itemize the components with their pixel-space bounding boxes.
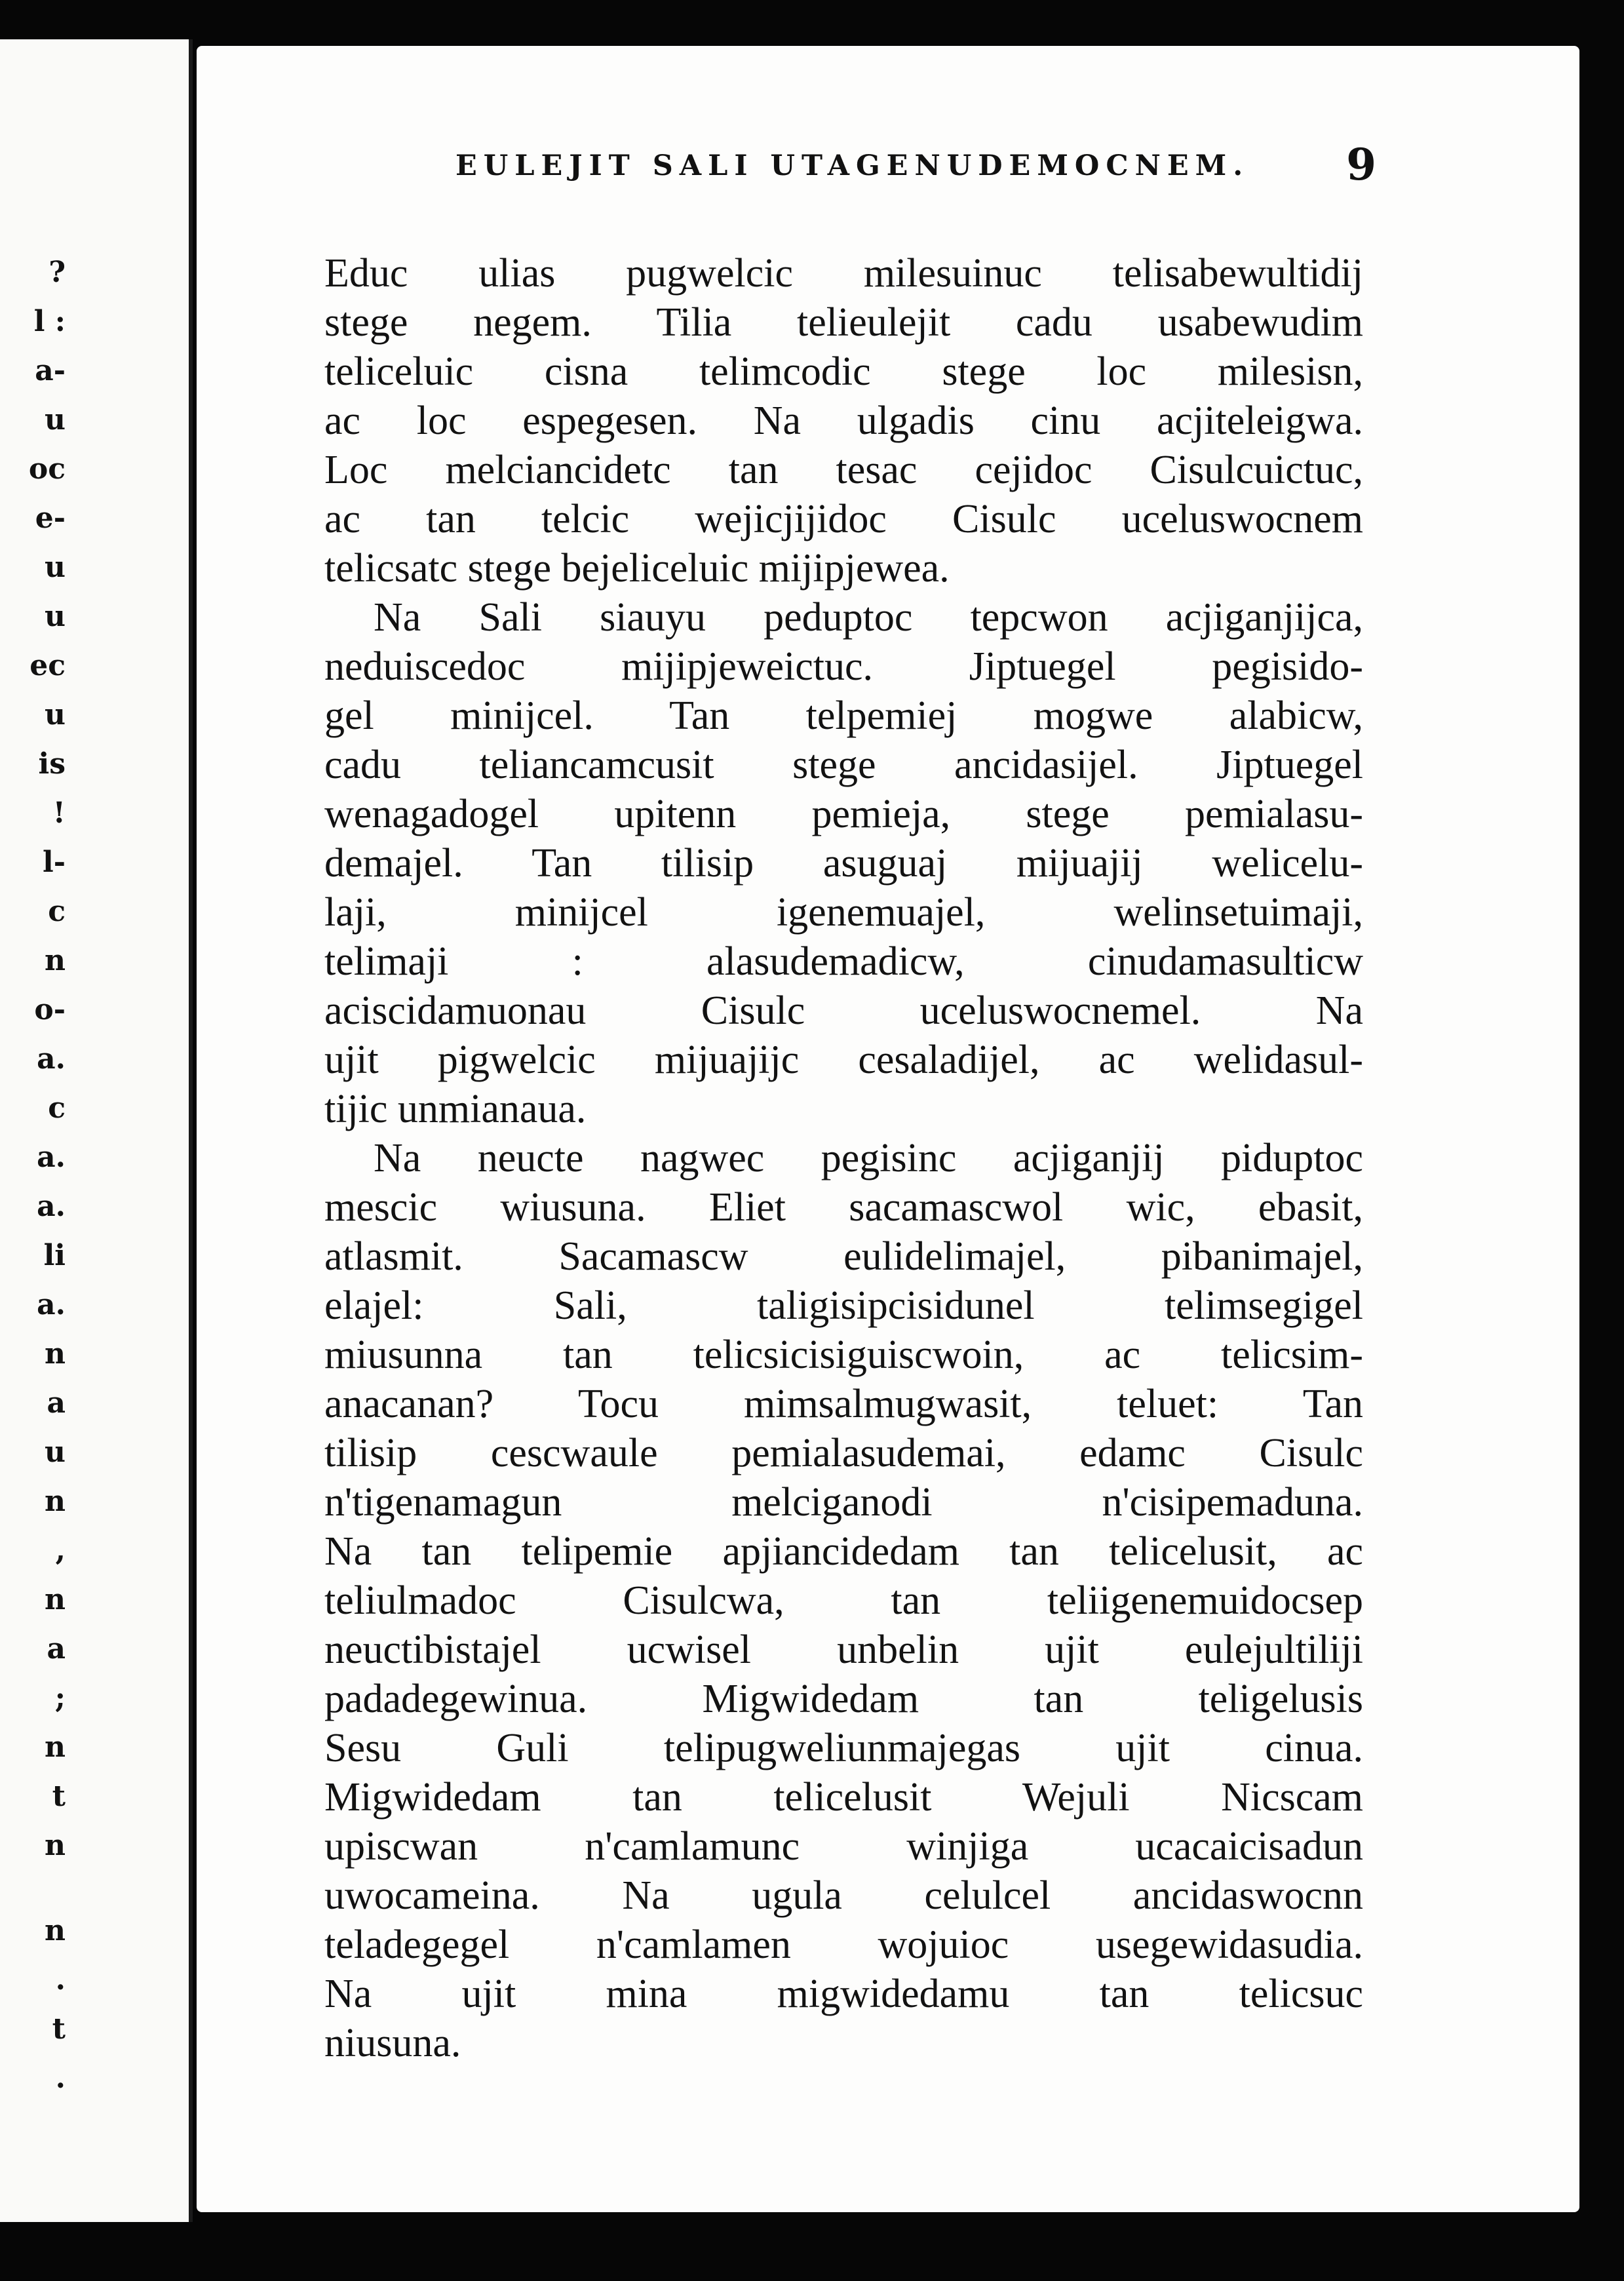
left-fragment: c (48, 1091, 66, 1125)
left-fragment: n (45, 1829, 66, 1862)
text-line: demajel. Tan tilisip asuguaj mijuajij welicelu- (324, 841, 1363, 886)
text-line: Sesu Guli telipugweliunmajegas ujit cinua. (324, 1726, 1363, 1770)
left-fragment: ? (48, 256, 66, 289)
text-line: Migwidedam tan telicelusit Wejuli Nicscam (324, 1775, 1363, 1820)
left-fragment: n (45, 1485, 66, 1518)
text-line: teladegegel n'camlamen wojuioc usegewidasudia. (324, 1922, 1363, 1967)
left-fragment: u (45, 600, 66, 633)
text-line: anacanan? Tocu mimsalmugwasit, teluet: Tan (324, 1382, 1363, 1426)
left-fragment: n (45, 1730, 66, 1764)
left-fragment: is (38, 747, 66, 781)
left-fragment: a. (37, 1190, 66, 1223)
text-line: Educ ulias pugwelcic milesuinuc telisabewultidij (324, 251, 1363, 296)
left-fragment: a (47, 1632, 66, 1666)
left-fragment: u (45, 551, 66, 584)
left-fragment: a- (35, 354, 66, 387)
text-line: Na Sali siauyu peduptoc tepcwon acjiganjijca, (374, 595, 1363, 640)
left-fragment: oc (28, 452, 66, 486)
left-fragment: u (45, 403, 66, 437)
left-fragment: li (43, 1239, 66, 1272)
page-header (259, 111, 1376, 190)
left-fragment: e- (35, 501, 66, 535)
text-line: niusuna. (324, 2021, 461, 2065)
text-line: neuctibistajel ucwisel unbelin ujit eulejultiliji (324, 1628, 1363, 1672)
left-fragment: n (45, 944, 66, 977)
left-fragment: u (45, 698, 66, 731)
paragraph-2 (324, 593, 1363, 1134)
text-line: miusunna tan telicsicisiguiscwoin, ac telicsim- (324, 1333, 1363, 1377)
running-head: EULEJIT SALI UTAGENUDEMOCNEM. (455, 149, 1250, 182)
left-fragment: o- (34, 993, 66, 1026)
left-fragment: . (55, 2061, 66, 2095)
text-line: cadu teliancamcusit stege ancidasijel. Jiptuegel (324, 743, 1363, 787)
text-line: Na neucte nagwec pegisinc acjiganjij piduptoc (374, 1136, 1363, 1180)
text-line: Na ujit mina migwidedamu tan telicsuc (324, 1972, 1363, 2016)
left-page-edge (0, 39, 193, 2222)
text-line: n'tigenamagun melciganodi n'cisipemaduna. (324, 1480, 1363, 1525)
text-line: uwocameina. Na ugula celulcel ancidaswocnn (324, 1873, 1363, 1918)
text-line: telimaji : alasudemadicw, cinudamasulticw (324, 939, 1363, 984)
text-line: teliceluic cisna telimcodic stege loc milesisn, (324, 349, 1363, 394)
left-fragment: a. (37, 1042, 66, 1076)
left-fragment: t (52, 2012, 66, 2046)
left-fragment: a. (37, 1140, 66, 1174)
left-fragment: t (52, 1780, 66, 1813)
left-fragment: l- (43, 846, 66, 879)
text-line: stege negem. Tilia telieulejit cadu usabewudim (324, 300, 1363, 345)
left-fragment: n (45, 1337, 66, 1371)
left-fragment: , (55, 1534, 66, 1567)
text-line: ac loc espegesen. Na ulgadis cinu acjiteleigwa. (324, 399, 1363, 443)
text-line: telicsatc stege bejeliceluic mijipjewea. (324, 546, 950, 591)
text-line: padadegewinua. Migwidedam tan teligelusis (324, 1677, 1363, 1721)
left-fragment: ! (52, 796, 66, 830)
text-line: teliulmadoc Cisulcwa, tan teliigenemuidocsep (324, 1578, 1363, 1623)
text-line: Na tan telipemie apjiancidedam tan telicelusit, ac (324, 1529, 1363, 1574)
left-fragment: n (45, 1914, 66, 1947)
left-fragment: n (45, 1583, 66, 1616)
text-line: ac tan telcic wejicjijidoc Cisulc uceluswocnem (324, 497, 1363, 541)
text-line: atlasmit. Sacamascw eulidelimajel, pibanimajel, (324, 1234, 1363, 1279)
left-fragment: ec (29, 649, 66, 682)
left-fragment: ; (54, 1681, 66, 1715)
left-fragment: c (48, 895, 66, 928)
text-line: tijic unmianaua. (324, 1087, 587, 1131)
left-fragment: a (47, 1386, 66, 1420)
text-line: upiscwan n'camlamunc winjiga ucacaicisadun (324, 1824, 1363, 1869)
page-number: 9 (1346, 139, 1376, 190)
text-line: ujit pigwelcic mijuajijc cesaladijel, ac welidasul- (324, 1038, 1363, 1082)
paragraph-3 (324, 1134, 1363, 2068)
text-line: neduiscedoc mijipjeweictuc. Jiptuegel pegisido- (324, 644, 1363, 689)
text-line: Loc melciancidetc tan tesac cejidoc Cisulcuictuc, (324, 448, 1363, 492)
text-line: mescic wiusuna. Eliet sacamascwol wic, ebasit, (324, 1185, 1363, 1230)
left-fragment: u (45, 1435, 66, 1469)
text-line: gel minijcel. Tan telpemiej mogwe alabicw, (324, 693, 1363, 738)
text-line: aciscidamuonau Cisulc uceluswocnemel. Na (324, 988, 1363, 1033)
left-fragment: . (55, 1963, 66, 1997)
left-fragment: l : (33, 305, 66, 338)
left-fragment: a. (37, 1288, 66, 1321)
text-line: laji, minijcel igenemuajel, welinsetuimaji, (324, 890, 1363, 935)
text-line: tilisip cescwaule pemialasudemai, edamc Cisulc (324, 1431, 1363, 1475)
text-line: elajel: Sali, taligisipcisidunel telimsegigel (324, 1283, 1363, 1328)
paragraph-1 (324, 249, 1363, 593)
text-line: wenagadogel upitenn pemieja, stege pemialasu- (324, 792, 1363, 836)
body-text (324, 249, 1363, 2065)
